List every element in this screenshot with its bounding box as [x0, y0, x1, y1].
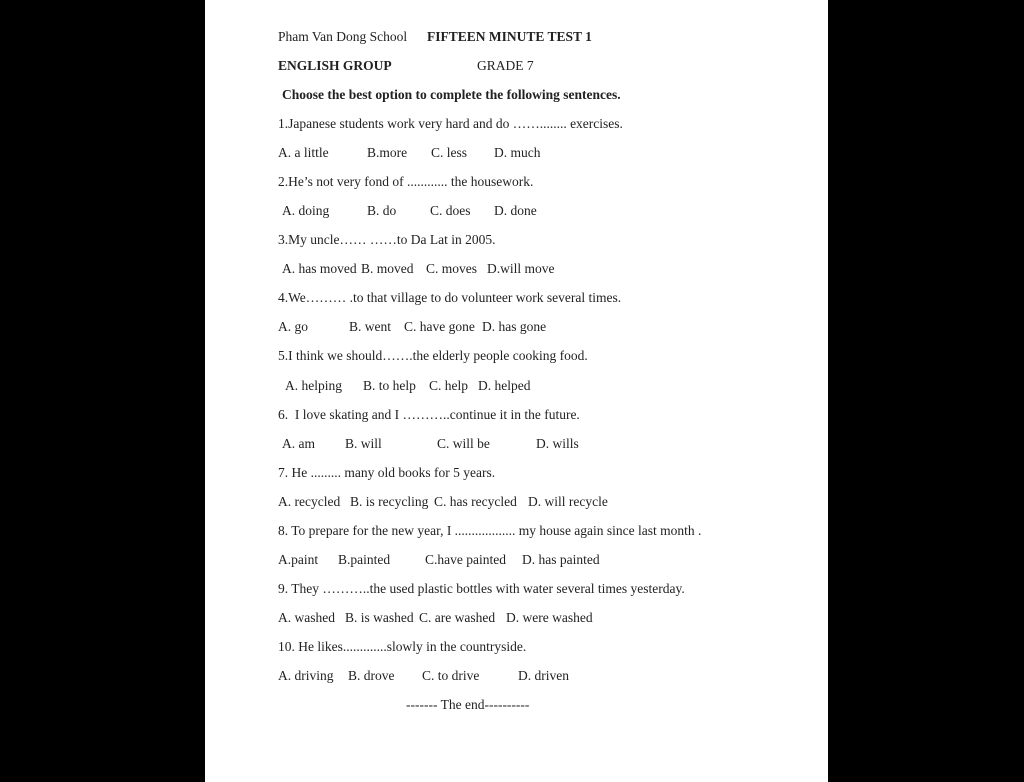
option-d: D.will move: [487, 261, 555, 276]
question-5: 5.I think we should…….the elderly people cooking food.: [278, 348, 588, 363]
option-c: C. to drive: [422, 668, 480, 683]
option-c: C. less: [431, 145, 468, 160]
test-document-page: [205, 0, 828, 782]
option-d: D. driven: [518, 668, 569, 683]
option-a: A. doing: [282, 203, 330, 218]
option-d: D. helped: [478, 378, 531, 393]
option-a: A. helping: [285, 378, 342, 393]
question-4: 4.We……… .to that village to do volunteer work several times.: [278, 290, 622, 305]
question-1: 1.Japanese students work very hard and do ……........ exercises.: [278, 116, 623, 131]
option-b: B. is washed: [345, 610, 414, 625]
option-d: D. wills: [536, 436, 579, 451]
grade-label: GRADE 7: [477, 58, 534, 73]
option-a: A. has moved: [282, 261, 357, 276]
option-b: B. will: [345, 436, 382, 451]
option-d: D. much: [494, 145, 541, 160]
question-7: 7. He ......... many old books for 5 years.: [278, 465, 496, 480]
option-b: B. is recycling: [350, 494, 429, 509]
option-b: B. do: [367, 203, 397, 218]
option-c: C. help: [429, 378, 468, 393]
option-b: B. drove: [348, 668, 395, 683]
option-a: A. a little: [278, 145, 329, 160]
option-c: C.have painted: [425, 552, 506, 567]
option-c: C. are washed: [419, 610, 496, 625]
question-2: 2.He’s not very fond of ............ the housework.: [278, 174, 534, 189]
question-10: 10. He likes.............slowly in the countryside.: [278, 639, 527, 654]
option-a: A. am: [282, 436, 315, 451]
option-d: D. will recycle: [528, 494, 608, 509]
option-b: B.painted: [338, 552, 391, 567]
option-a: A.paint: [278, 552, 319, 567]
instruction: Choose the best option to complete the following sentences.: [282, 87, 621, 102]
question-8: 8. To prepare for the new year, I .................. my house again since last month .: [278, 523, 702, 538]
option-c: C. will be: [437, 436, 490, 451]
option-d: D. has painted: [522, 552, 600, 567]
option-a: A. go: [278, 319, 308, 334]
school-name: Pham Van Dong School: [278, 29, 408, 44]
option-c: C. does: [430, 203, 471, 218]
end-marker: ------- The end----------: [406, 697, 530, 712]
option-d: D. were washed: [506, 610, 593, 625]
test-title: FIFTEEN MINUTE TEST 1: [427, 29, 592, 44]
option-a: A. driving: [278, 668, 334, 683]
option-c: C. moves: [426, 261, 478, 276]
option-c: C. has recycled: [434, 494, 517, 509]
option-c: C. have gone: [404, 319, 475, 334]
question-3: 3.My uncle…… ……to Da Lat in 2005.: [278, 232, 496, 247]
option-b: B. to help: [363, 378, 416, 393]
option-a: A. recycled: [278, 494, 341, 509]
question-6: 6. I love skating and I ………..continue it in the future.: [278, 407, 580, 422]
option-d: D. has gone: [482, 319, 547, 334]
option-b: B. went: [349, 319, 391, 334]
group-name: ENGLISH GROUP: [278, 58, 392, 73]
option-d: D. done: [494, 203, 537, 218]
option-b: B. moved: [361, 261, 414, 276]
option-b: B.more: [367, 145, 408, 160]
question-9: 9. They ………..the used plastic bottles with water several times yesterday.: [278, 581, 685, 596]
option-a: A. washed: [278, 610, 335, 625]
